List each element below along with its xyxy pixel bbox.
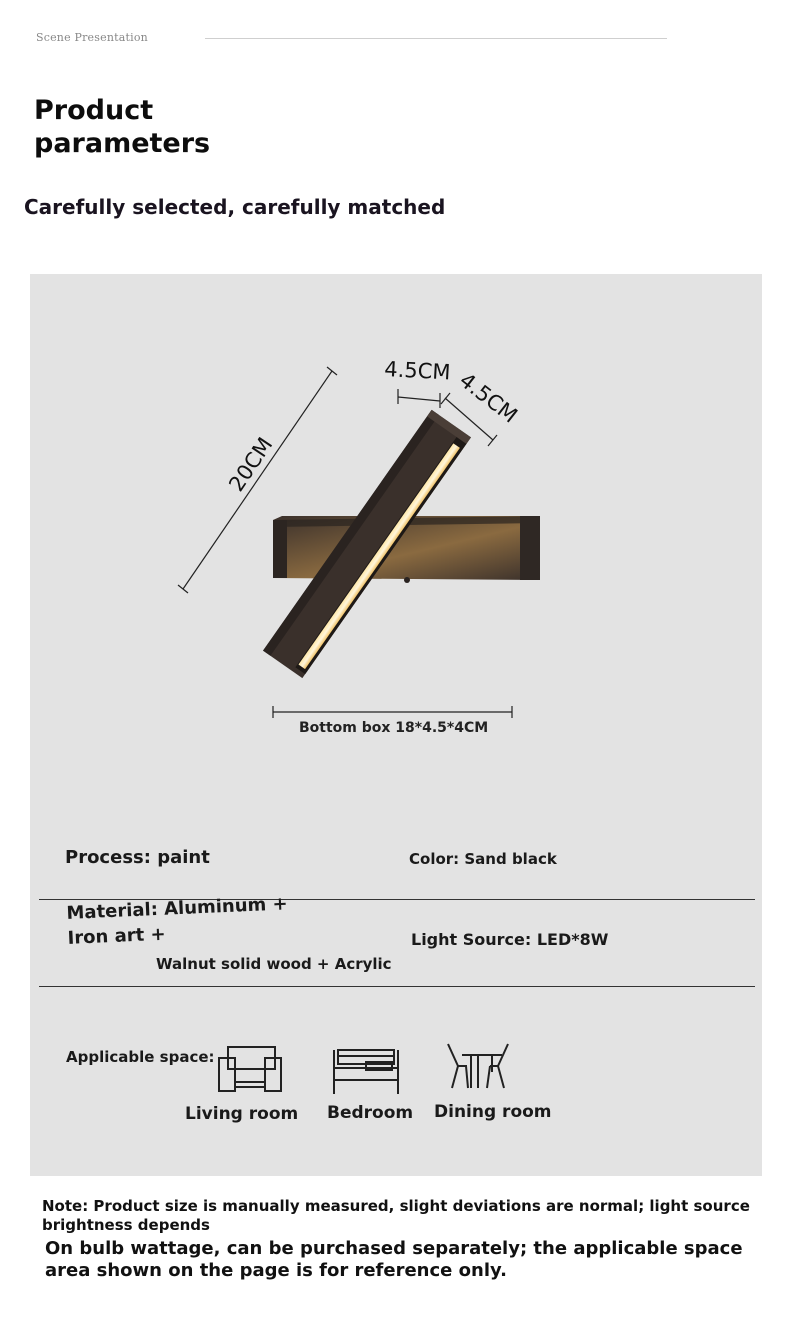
light-source-spec: Light Source: LED*8W	[411, 930, 609, 949]
page-title: Product parameters	[34, 95, 211, 159]
room-label-bedroom: Bedroom	[327, 1103, 414, 1123]
scene-presentation-label: Scene Presentation	[36, 31, 148, 44]
width-dimension-line	[398, 389, 440, 408]
note-line-2: On bulb wattage, can be purchased separately; the applicable space area shown on the page is for reference only.	[45, 1238, 743, 1281]
bottom-box-label: Bottom box 18*4.5*4CM	[299, 720, 489, 736]
color-spec: Color: Sand black	[409, 850, 557, 868]
spec-divider-2	[39, 986, 755, 987]
page-subtitle: Carefully selected, carefully matched	[24, 195, 446, 219]
process-spec: Process: paint	[65, 847, 210, 868]
room-label-dining: Dining room	[434, 1102, 552, 1122]
depth-label: 4.5CM	[454, 368, 522, 428]
note-line-1: Note: Product size is manually measured, slight deviations are normal; light source brightness depends	[42, 1197, 750, 1234]
width-label: 4.5CM	[383, 357, 452, 385]
material-extra-spec: Walnut solid wood + Acrylic	[156, 955, 392, 973]
bottom-box-dimension-line	[273, 706, 512, 718]
applicable-space-label: Applicable space:	[66, 1048, 215, 1066]
length-label: 20CM	[224, 433, 278, 496]
material-spec: Material: Aluminum + Iron art +	[66, 893, 289, 949]
room-label-living: Living room	[185, 1104, 299, 1124]
